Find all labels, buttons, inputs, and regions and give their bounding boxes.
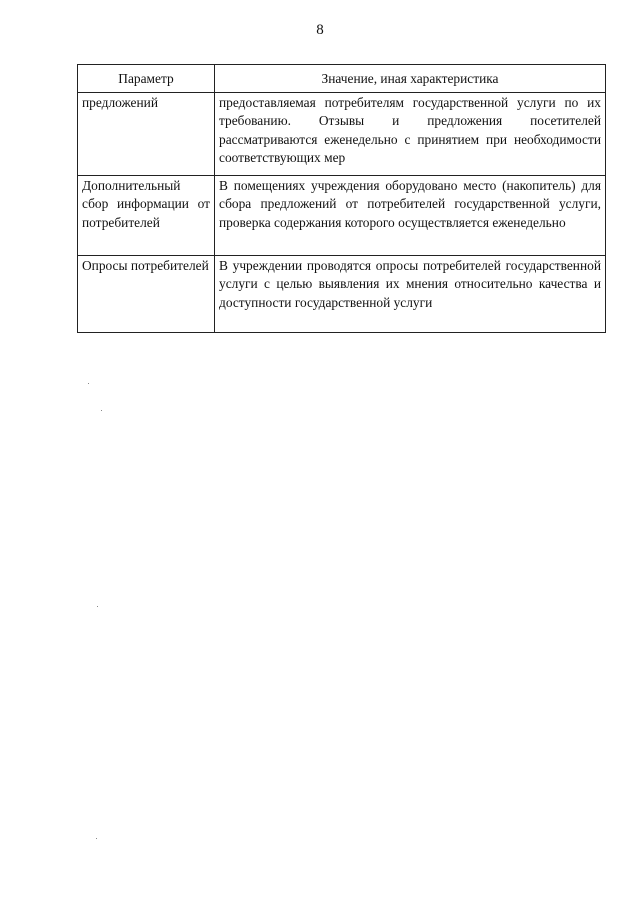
header-value: Значение, иная характеристика bbox=[215, 65, 606, 93]
page-number: 8 bbox=[316, 22, 324, 38]
value-cell: предоставляемая потребителям государственной услуги по их требованию. Отзывы и предложения посетителей рассматриваются еженедельно с принятием при необходимости соответствующих мер bbox=[215, 93, 606, 176]
scan-speck bbox=[97, 606, 98, 607]
scan-speck bbox=[101, 410, 102, 411]
param-cell: Опросы потребителей bbox=[78, 256, 215, 333]
value-cell: В учреждении проводятся опросы потребителей государственной услуги с целью выявления их мнения относительно качества и доступности государственной услуги bbox=[215, 256, 606, 333]
table-row bbox=[78, 176, 606, 256]
param-cell: предложений bbox=[78, 93, 215, 176]
scan-speck bbox=[88, 383, 89, 384]
table-row bbox=[78, 93, 606, 176]
table-row bbox=[78, 256, 606, 333]
header-param: Параметр bbox=[78, 65, 215, 93]
parameters-table bbox=[77, 64, 606, 333]
param-cell: Дополнительный сбор информации от потребителей bbox=[78, 176, 215, 256]
table-header-row bbox=[78, 65, 606, 93]
scan-speck bbox=[96, 838, 97, 839]
value-cell: В помещениях учреждения оборудовано место (накопитель) для сбора предложений от потребителей государственной услуги, проверка содержания которого осуществляется еженедельно bbox=[215, 176, 606, 256]
